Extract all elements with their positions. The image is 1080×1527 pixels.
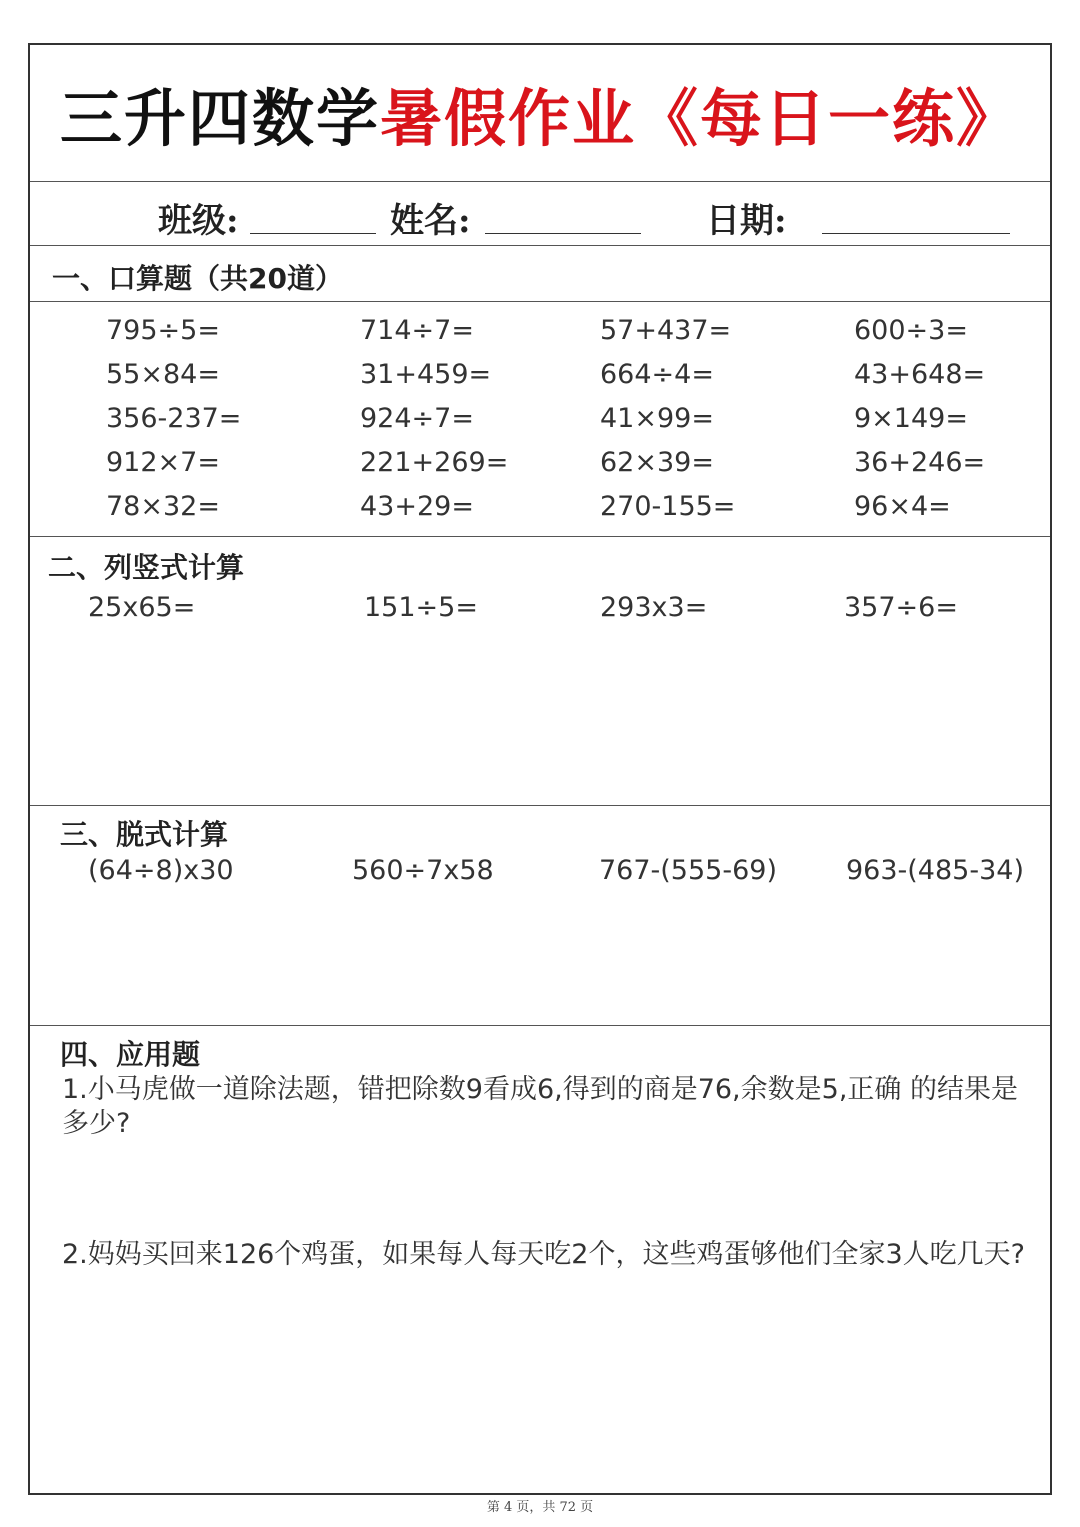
oral-problem: 43+648=	[854, 359, 986, 390]
student-info-row	[30, 181, 1050, 246]
oral-problem: 96×4=	[854, 491, 951, 522]
oral-problem: 714÷7=	[360, 315, 474, 346]
date-blank[interactable]	[822, 233, 1010, 234]
step-calc-problem: 767-(555-69)	[599, 855, 777, 886]
name-label: 姓名:	[390, 201, 471, 241]
page-footer: 第 4 页，共 72 页	[486, 1500, 594, 1515]
oral-problem: 600÷3=	[854, 315, 968, 346]
oral-problem: 924÷7=	[360, 403, 474, 434]
section1-problems	[30, 301, 1050, 537]
vertical-calc-problem: 25x65=	[88, 592, 196, 623]
step-calc-problem: 963-(485-34)	[846, 855, 1024, 886]
date-label: 日期:	[706, 201, 787, 241]
oral-problem: 912×7=	[106, 447, 220, 478]
oral-problem: 55×84=	[106, 359, 220, 390]
section4-title: 四、应用题	[60, 1038, 201, 1071]
word-problem-1: 1.小马虎做一道除法题，错把除数9看成6,得到的商是76,余数是5,正确 的结果是多少?	[62, 1074, 1018, 1139]
vertical-calc-problem: 151÷5=	[364, 592, 478, 623]
vertical-calc-problem: 293x3=	[600, 592, 708, 623]
section2	[30, 536, 1050, 806]
step-calc-problem: (64÷8)x30	[88, 855, 234, 886]
section2-title: 二、列竖式计算	[48, 551, 245, 584]
oral-problem: 43+29=	[360, 491, 474, 522]
oral-problem: 9×149=	[854, 403, 968, 434]
oral-problem: 664÷4=	[600, 359, 714, 390]
oral-problem: 41×99=	[600, 403, 714, 434]
page-title	[60, 69, 1020, 158]
oral-problem: 270-155=	[600, 491, 736, 522]
oral-problem: 356-237=	[106, 403, 242, 434]
worksheet	[28, 43, 1052, 1495]
title-part-red: 暑假作业《每日一练》	[380, 81, 1021, 155]
section3-title: 三、脱式计算	[60, 818, 229, 851]
section4	[30, 1025, 1050, 1495]
vertical-calc-problem: 357÷6=	[844, 592, 958, 623]
oral-problem: 31+459=	[360, 359, 492, 390]
section3	[30, 805, 1050, 1026]
oral-problem: 78×32=	[106, 491, 220, 522]
oral-problem: 57+437=	[600, 315, 732, 346]
section1-title: 一、口算题（共20道）	[52, 262, 343, 295]
section1-header	[30, 245, 1050, 302]
oral-problem: 795÷5=	[106, 315, 220, 346]
title-part-black: 三升四数学	[59, 81, 380, 155]
class-blank[interactable]	[250, 233, 376, 234]
oral-problem: 221+269=	[360, 447, 509, 478]
name-blank[interactable]	[485, 233, 641, 234]
oral-problem: 36+246=	[854, 447, 986, 478]
title-row	[30, 45, 1050, 182]
oral-problem: 62×39=	[600, 447, 714, 478]
class-label: 班级:	[158, 201, 239, 241]
word-problem-2: 2.妈妈买回来126个鸡蛋，如果每人每天吃2个，这些鸡蛋够他们全家3人吃几天?	[62, 1239, 1025, 1270]
step-calc-problem: 560÷7x58	[352, 855, 494, 886]
